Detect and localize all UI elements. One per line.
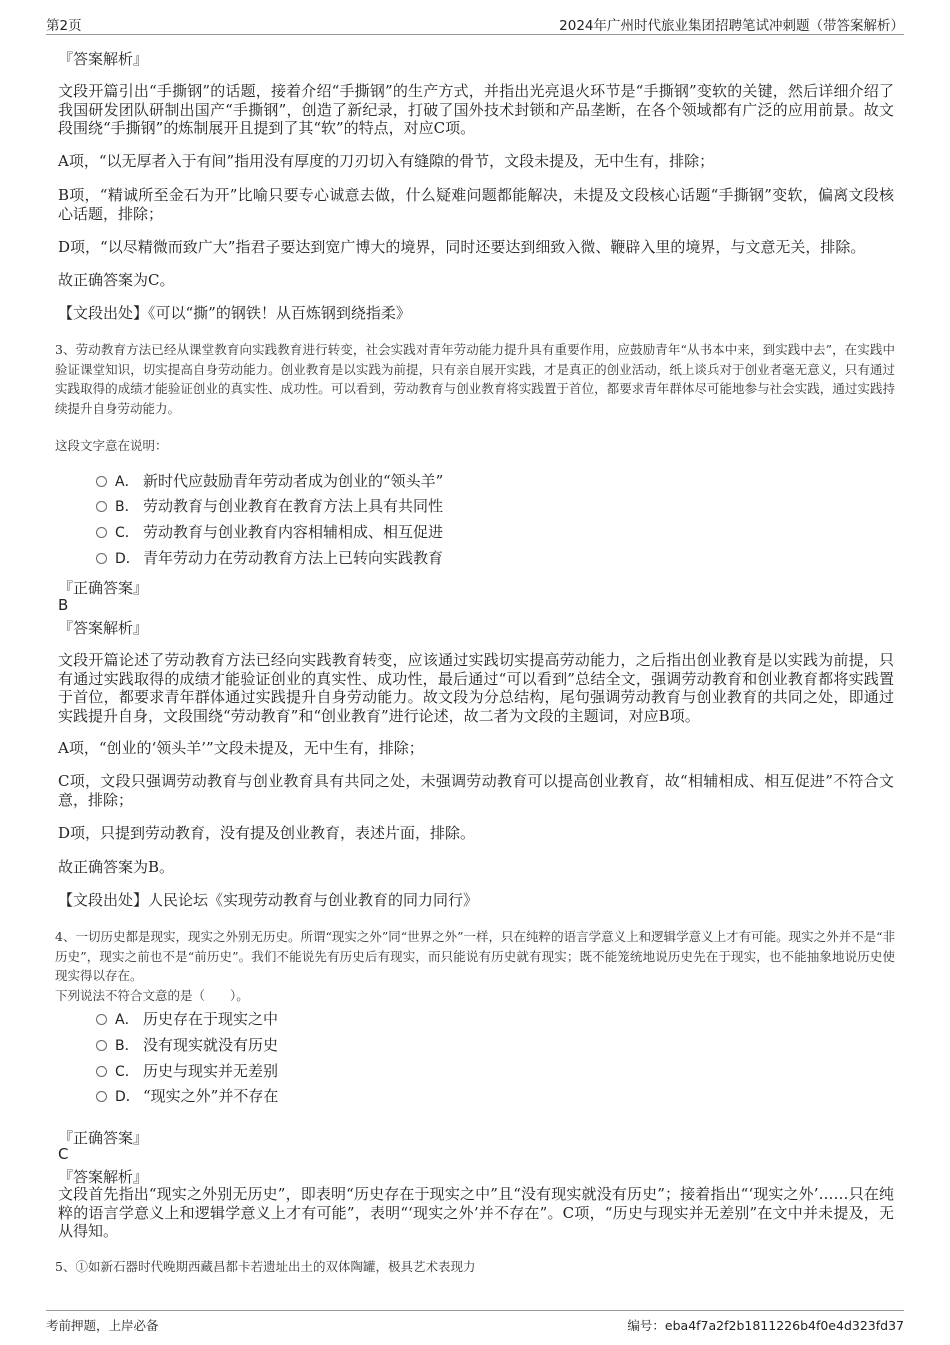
q4-analysis-paragraph: 文段首先指出“现实之外别无历史”，即表明“历史存在于现实之中”且“没有现实就没有历史”；接着指出“‘现实之外’……只在纯粹的语言学意义上和逻辑学意义上才有可能”，表明“‘现实之外’并不存在”。C项，“历史与现实并无差别”在文中并未提及，无从得知。 <box>58 1185 894 1240</box>
q3-analysis-paragraph: 文段开篇论述了劳动教育方法已经向实践教育转变，应该通过实践切实提高劳动能力，之后指出创业教育是以实践为前提，只有通过实践取得的成绩才能验证创业的真实性、成功性，最后通过“可以看到”总结全文，强调劳动教育和创业教育都将实践置于首位，都要求青年群体通过实践提升自身劳动能力。故文段为分总结构，尾句强调劳动教育与创业教育的共同之处，即通过实践提升自身，文段围绕“劳动教育”和“创业教育”进行论述，故二者为文段的主题词，对应B项。 <box>58 651 894 725</box>
q2-option-b-analysis: B项，“精诚所至金石为开”比喻只要专心诚意去做，什么疑难问题都能解决，未提及文段核心话题“手撕钢”变软，偏离文段核心话题，排除； <box>58 186 894 223</box>
q3-option-a-analysis: A项，“创业的‘领头羊’”文段未提及，无中生有，排除； <box>58 739 424 757</box>
page-header <box>46 12 904 35</box>
q2-analysis-paragraph: 文段开篇引出“手撕钢”的话题，接着介绍“手撕钢”的生产方式，并指出光亮退火环节是“手撕钢”变软的关键，然后详细介绍了我国研发团队研制出国产“手撕钢”，创造了新纪录，打破了国外技术封锁和产品垄断，在各个领域都有广泛的应用前景。故文段围绕“手撕钢”的炼制展开且提到了其“软”的特点，对应C项。 <box>58 82 894 137</box>
q5-stem: 5、①如新石器时代晚期西藏昌都卡若遗址出土的双体陶罐，极具艺术表现力 <box>55 1259 476 1274</box>
page-footer <box>46 1310 904 1331</box>
q4-option-b[interactable]: B． 没有现实就没有历史 <box>96 1034 278 1056</box>
q3-stem: 3、劳动教育方法已经从课堂教育向实践教育进行转变，社会实践对青年劳动能力提升具有重要作用，应鼓励青年“从书本中来，到实践中去”，在实践中验证课堂知识，切实提高自身劳动能力。创业教育是以实践为前提，只有亲自展开实践，才是真正的创业活动，纸上谈兵对于创业者毫无意义，只有通过实践取得的成绩才能验证创业的真实性、成功性。可以看到，劳动教育与创业教育将实践置于首位，都要求青年群体尽可能地参与社会实践，通过实践持续提升自身劳动能力。 <box>55 342 895 416</box>
q4-prompt: 下列说法不符合文意的是（ ）。 <box>55 988 249 1003</box>
q4-stem: 4、一切历史都是现实，现实之外别无历史。所谓“现实之外”同“世界之外”一样，只在纯粹的语言学意义上和逻辑学意义上才有可能。现实之外并不是“非历史”，现实之前也不是“前历史”。我们不能说先有历史后有现实，而只能说有历史就有现实；既不能笼统地说历史先在于现实，也不能抽象地说历史使现实得以存在。 <box>55 929 895 983</box>
radio-icon[interactable] <box>96 527 107 538</box>
radio-icon[interactable] <box>96 1014 107 1025</box>
q3-source: 【文段出处】人民论坛《实现劳动教育与创业教育的同力同行》 <box>58 891 479 909</box>
q2-conclusion: 故正确答案为C。 <box>58 271 175 289</box>
q2-analysis-label: 『答案解析』 <box>58 50 149 68</box>
q3-correct-label: 『正确答案』 <box>58 579 149 597</box>
radio-icon[interactable] <box>96 553 107 564</box>
radio-icon[interactable] <box>96 1091 107 1102</box>
q4-option-c[interactable]: C． 历史与现实并无差别 <box>96 1060 278 1082</box>
radio-icon[interactable] <box>96 476 107 487</box>
q3-option-c-analysis: C项，文段只强调劳动教育与创业教育具有共同之处，未强调劳动教育可以提高创业教育，故“相辅相成、相互促进”不符合文意，排除； <box>58 772 894 809</box>
q2-option-a-analysis: A项，“以无厚者入于有间”指用没有厚度的刀刃切入有缝隙的骨节，文段未提及，无中生有，排除； <box>58 152 715 170</box>
q4-option-a[interactable]: A． 历史存在于现实之中 <box>96 1008 278 1030</box>
q2-source: 【文段出处】《可以“撕”的钢铁！从百炼钢到绕指柔》 <box>58 304 411 322</box>
document-title: 2024年广州时代旅业集团招聘笔试冲刺题（带答案解析） <box>559 18 904 34</box>
q3-option-d-analysis: D项，只提到劳动教育，没有提及创业教育，表述片面，排除。 <box>58 824 476 842</box>
radio-icon[interactable] <box>96 501 107 512</box>
radio-icon[interactable] <box>96 1040 107 1051</box>
q4-analysis-label: 『答案解析』 <box>58 1168 149 1186</box>
q4-answer: C <box>58 1145 69 1163</box>
q4-correct-label: 『正确答案』 <box>58 1129 149 1147</box>
q3-answer: B <box>58 596 69 614</box>
q3-option-a[interactable]: A． 新时代应鼓励青年劳动者成为创业的“领头羊” <box>96 470 443 492</box>
page-number: 第2页 <box>46 18 82 34</box>
q3-conclusion: 故正确答案为B。 <box>58 858 175 876</box>
q3-option-c[interactable]: C． 劳动教育与创业教育内容相辅相成、相互促进 <box>96 521 443 543</box>
q3-analysis-label: 『答案解析』 <box>58 619 149 637</box>
q3-prompt: 这段文字意在说明： <box>55 438 168 453</box>
q4-option-d[interactable]: D． “现实之外”并不存在 <box>96 1085 278 1107</box>
radio-icon[interactable] <box>96 1066 107 1077</box>
q3-option-b[interactable]: B． 劳动教育与创业教育在教育方法上具有共同性 <box>96 495 443 517</box>
q2-option-d-analysis: D项，“以尽精微而致广大”指君子要达到宽广博大的境界，同时还要达到细致入微、鞭辟入里的境界，与文意无关，排除。 <box>58 238 866 256</box>
document-code: 编号：eba4f7a2f2b1811226b4f0e4d323fd37 <box>627 1318 904 1333</box>
q3-option-d[interactable]: D． 青年劳动力在劳动教育方法上已转向实践教育 <box>96 547 443 569</box>
footer-slogan: 考前押题，上岸必备 <box>46 1318 159 1333</box>
